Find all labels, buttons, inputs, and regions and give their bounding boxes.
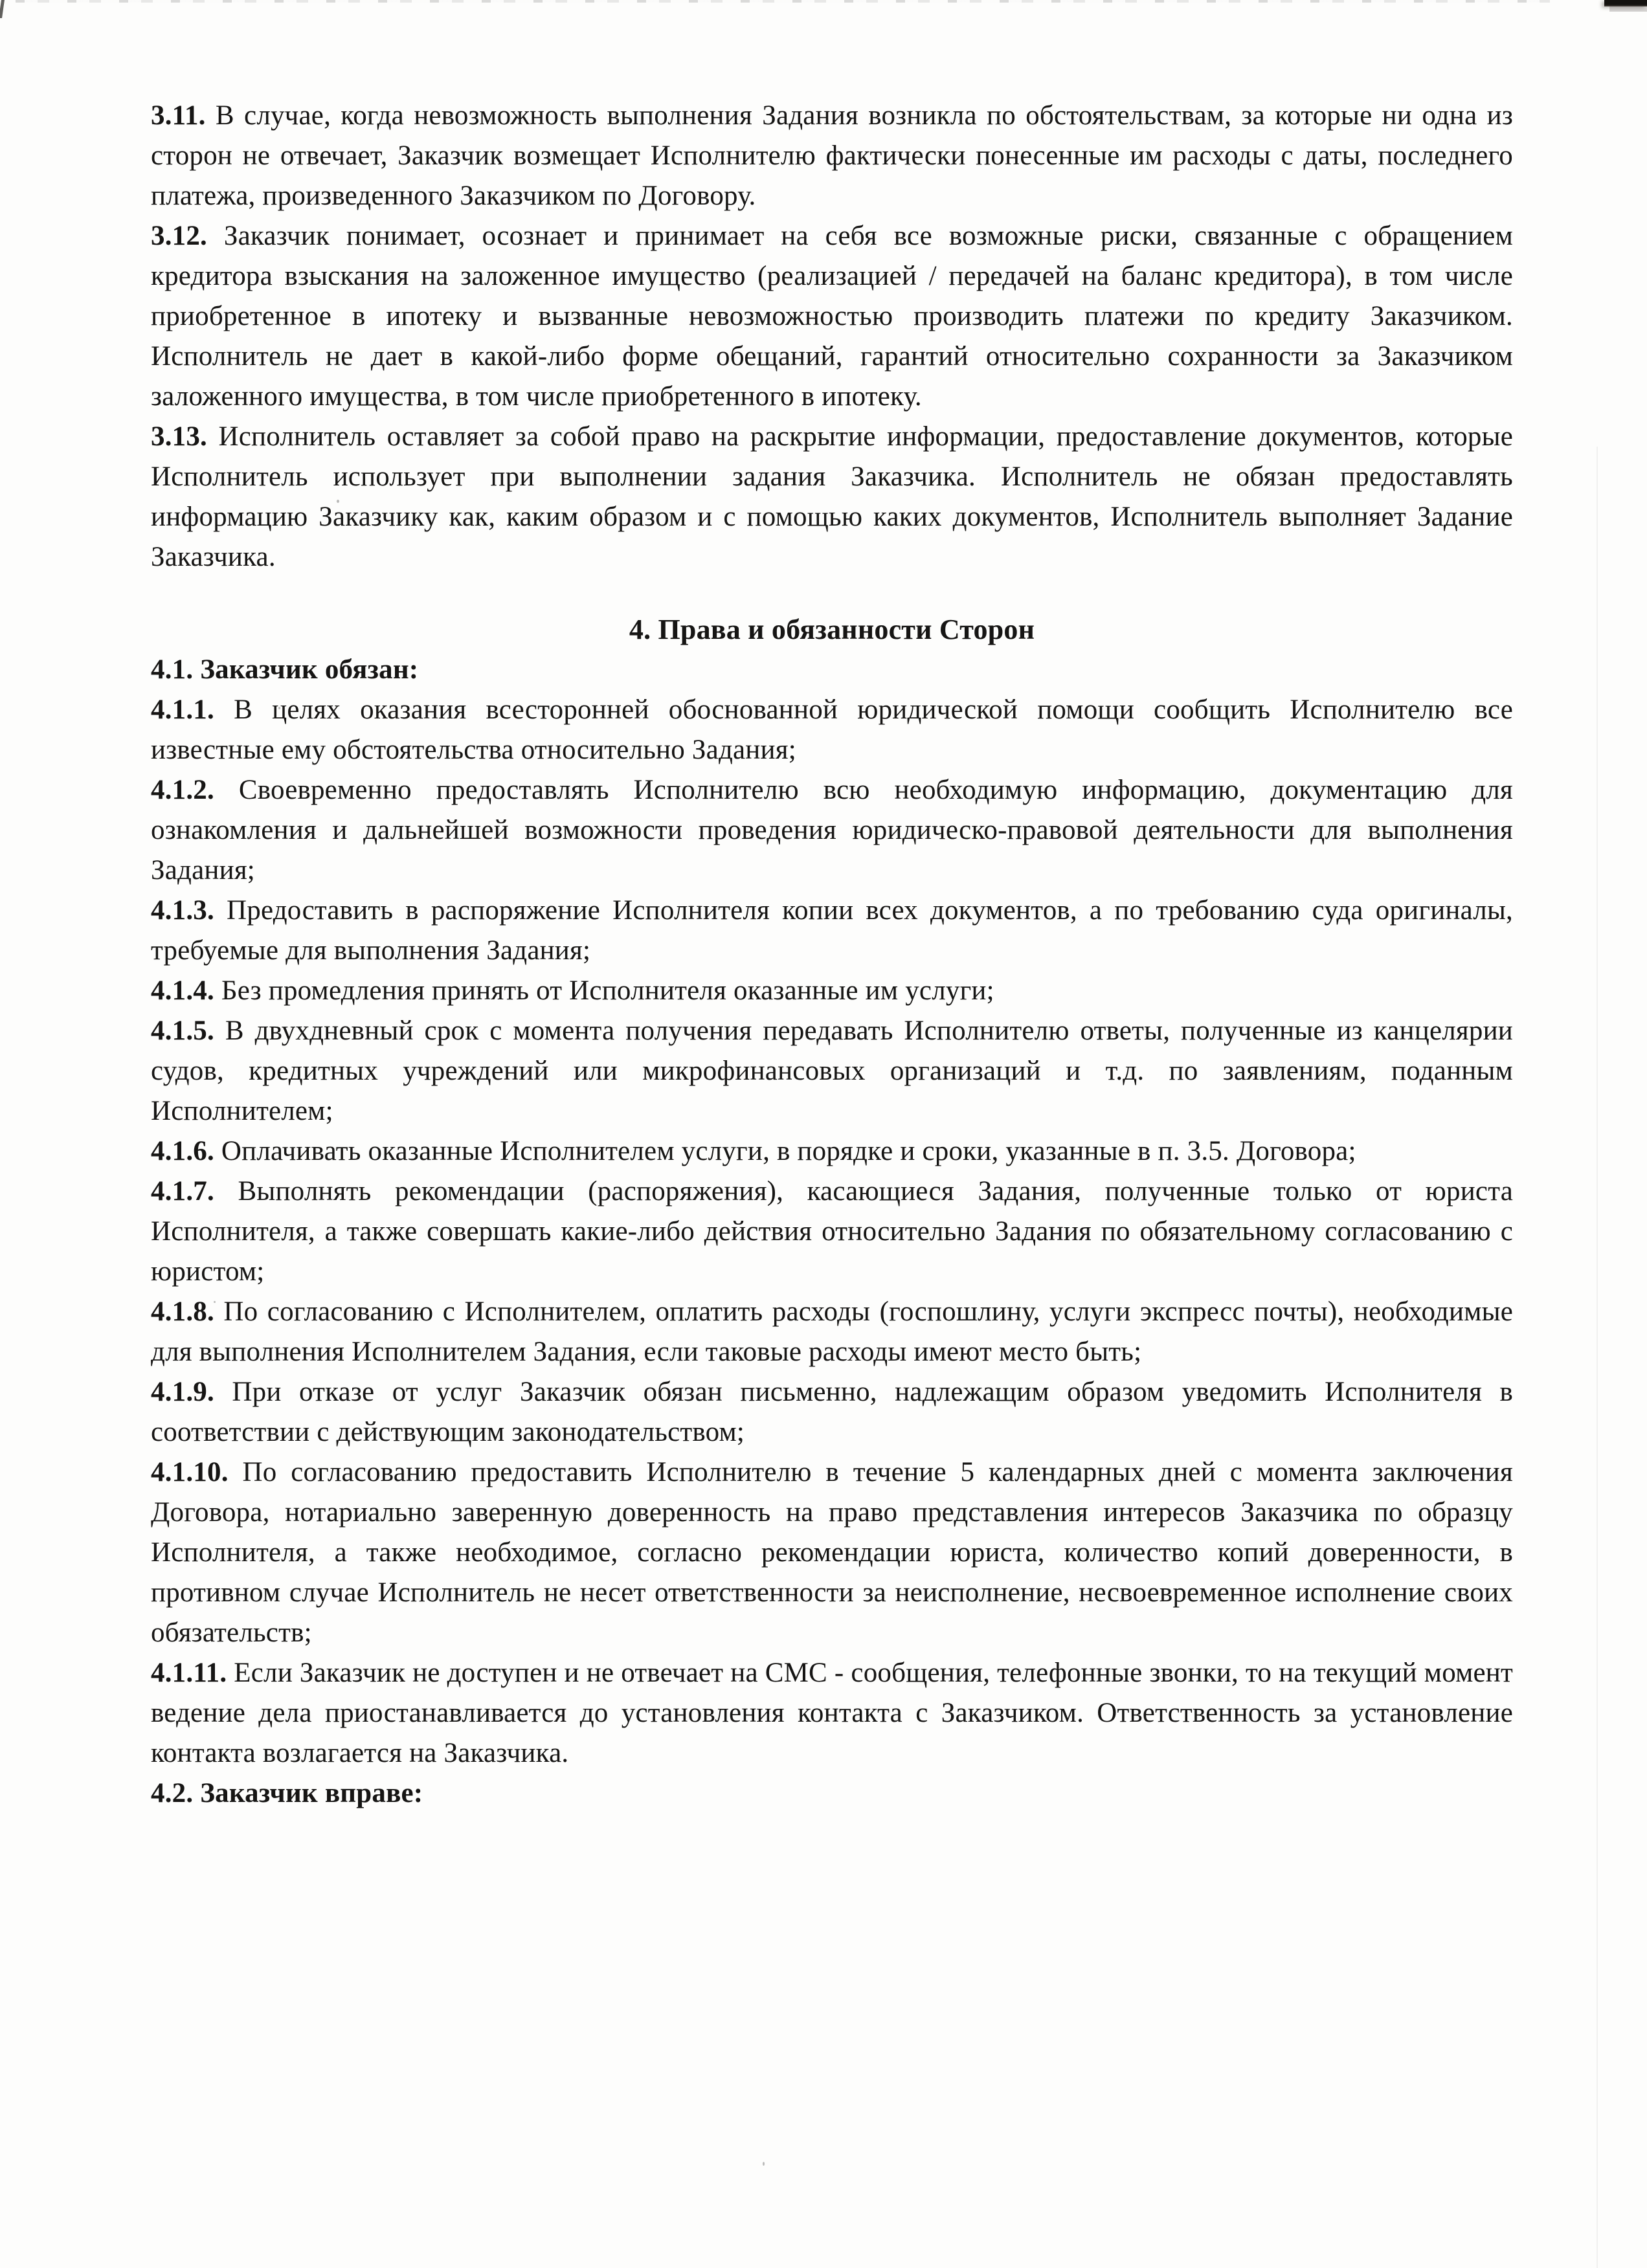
clause-4-1-7-text: Выполнять рекомендации (распоряжения), касающиеся Задания, полученные только от юриста Исполнителя, а также совершать какие-либо действия относительно Задания по обязательному согласованию с юристом;	[151, 1176, 1514, 1287]
clause-4-1-2-text: Своевременно предоставлять Исполнителю всю необходимую информацию, документацию для ознакомления и дальнейшей возможности проведения юридическо-правовой деятельности для выполнения Задания;	[151, 775, 1513, 885]
clause-3-12-text: Заказчик понимает, осознает и принимает на себя все возможные риски, связанные с обращением кредитора взыскания на заложенное имущество (реализацией / передачей на баланс кредитора), в том числе приобретенное в ипотеку и вызванные невозможностью производить платежи по кредиту Заказчиком. Исполнитель не дает в какой-либо форме обещаний, гарантий относительно сохранности за Заказчиком заложенного имущества, в том числе приобретенного в ипотеку.	[151, 221, 1513, 412]
clause-4-1-1	[151, 690, 1513, 770]
clause-4-1-11-text: Если Заказчик не доступен и не отвечает на СМС - сообщения, телефонные звонки, то на текущий момент ведение дела приостанавливается до установления контакта с Заказчиком. Ответственность за установление контакта возлагается на Заказчика.	[151, 1658, 1513, 1768]
subsection-4-1-heading	[151, 650, 1513, 690]
contract-text-block	[151, 96, 1513, 1814]
clause-4-1-3-number: 4.1.3.	[151, 895, 214, 926]
clause-4-1-6-text: Оплачивать оказанные Исполнителем услуги, в порядке и сроки, указанные в п. 3.5. Договора;	[221, 1136, 1356, 1166]
clause-3-12	[151, 216, 1513, 417]
scan-speck	[763, 2162, 765, 2166]
clause-4-1-8-text: По согласованию с Исполнителем, оплатить расходы (госпошлину, услуги экспресс почты), необходимые для выполнения Исполнителем Задания, если таковые расходы имеют место быть;	[151, 1296, 1513, 1367]
clause-4-1-8	[151, 1292, 1513, 1372]
clause-4-1-1-text: В целях оказания всесторонней обоснованной юридической помощи сообщить Исполнителю все известные ему обстоятельства относительно Задания;	[151, 695, 1513, 765]
subsection-4-2-label: Заказчик вправе:	[200, 1778, 423, 1808]
clause-4-1-11	[151, 1653, 1513, 1773]
clause-4-1-9-text: При отказе от услуг Заказчик обязан письменно, надлежащим образом уведомить Исполнителя в соответствии с действующим законодательством;	[151, 1377, 1513, 1447]
subsection-4-2-number: 4.2.	[151, 1778, 194, 1808]
clause-4-1-2	[151, 770, 1513, 891]
subsection-4-2-heading	[151, 1773, 1513, 1814]
clause-4-1-7-number: 4.1.7.	[151, 1176, 214, 1206]
clause-3-13-text: Исполнитель оставляет за собой право на раскрытие информации, предоставление документов, которые Исполнитель использует при выполнении задания Заказчика. Исполнитель не обязан предоставлять информацию Заказчику как, каким образом и с помощью каких документов, Исполнитель выполняет Задание Заказчика.	[151, 421, 1514, 572]
clause-3-11-number: 3.11.	[151, 100, 206, 131]
clause-4-1-9	[151, 1372, 1513, 1452]
clause-4-1-5-number: 4.1.5.	[151, 1016, 214, 1046]
clause-3-11-text: В случае, когда невозможность выполнения Задания возникла по обстоятельствам, за которые ни одна из сторон не отвечает, Заказчик возмещает Исполнителю фактически понесенные им расходы с даты, последнего платежа, произведенного Заказчиком по Договору.	[151, 100, 1514, 211]
clause-4-1-9-number: 4.1.9.	[151, 1377, 214, 1407]
clause-4-1-4-text: Без промедления принять от Исполнителя оказанные им услуги;	[221, 975, 994, 1006]
clause-3-13-number: 3.13.	[151, 421, 207, 452]
clause-3-11	[151, 96, 1513, 216]
section-4-heading: 4. Права и обязанности Сторон	[629, 614, 1035, 645]
clause-4-1-3	[151, 891, 1513, 971]
clause-4-1-2-number: 4.1.2.	[151, 775, 214, 805]
clause-4-1-4-number: 4.1.4.	[151, 975, 214, 1006]
clause-4-1-11-number: 4.1.11.	[151, 1658, 227, 1688]
clause-4-1-5-text: В двухдневный срок с момента получения передавать Исполнителю ответы, полученные из канцелярии судов, кредитных учреждений или микрофинансовых организаций и т.д. по заявлениям, поданным Исполнителем;	[151, 1016, 1513, 1126]
clause-4-1-10	[151, 1452, 1513, 1653]
scan-smudge-top-right	[1604, 0, 1647, 6]
clause-4-1-5	[151, 1011, 1513, 1131]
clause-4-1-7	[151, 1172, 1513, 1292]
clause-4-1-10-number: 4.1.10.	[151, 1457, 229, 1487]
scan-vertical-streak	[1597, 447, 1598, 2268]
clause-4-1-6-number: 4.1.6.	[151, 1136, 214, 1166]
clause-4-1-10-text: По согласованию предоставить Исполнителю в течение 5 календарных дней с момента заключения Договора, нотариально заверенную доверенность на право представления интересов Заказчика по образцу Исполнителя, а также необходимое, согласно рекомендации юриста, количество копий доверенности, в противном случае Исполнитель не несет ответственности за неисполнение, несвоевременное исполнение своих обязательств;	[151, 1457, 1514, 1648]
clause-4-1-3-text: Предоставить в распоряжение Исполнителя копии всех документов, а по требованию суда оригиналы, требуемые для выполнения Задания;	[151, 895, 1514, 966]
clause-4-1-4	[151, 971, 1513, 1011]
scan-top-edge-streak	[16, 0, 1550, 3]
clause-3-12-number: 3.12.	[151, 221, 207, 251]
subsection-4-1-label: Заказчик обязан:	[200, 654, 419, 685]
clause-3-13	[151, 417, 1513, 577]
clause-4-1-6	[151, 1131, 1513, 1172]
subsection-4-1-number: 4.1.	[151, 654, 194, 685]
clause-4-1-1-number: 4.1.1.	[151, 695, 214, 725]
clause-4-1-8-number: 4.1.8.	[151, 1296, 214, 1327]
scan-tick-top-left	[0, 0, 5, 18]
